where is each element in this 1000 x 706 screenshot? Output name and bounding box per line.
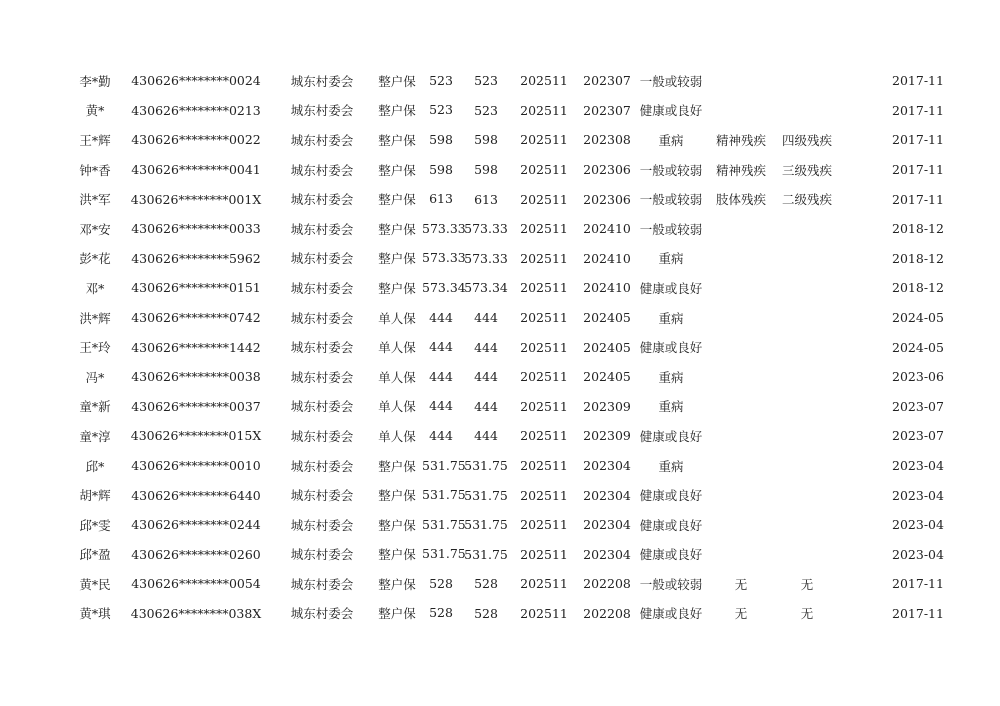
approval-date-cell: 2023-07 bbox=[892, 398, 944, 414]
spacer-cell bbox=[836, 332, 886, 362]
spacer-cell bbox=[836, 184, 886, 214]
id-number-cell: 430626********0037 bbox=[131, 398, 261, 414]
approval-date-cell: 2023-06 bbox=[892, 369, 944, 385]
issue-month-cell: 202511 bbox=[520, 132, 568, 148]
amount-cell: 531.75 bbox=[464, 458, 508, 474]
health-status-cell: 重病 bbox=[658, 369, 684, 385]
assistance-type-cell: 单人保 bbox=[378, 340, 416, 356]
id-number-cell: 430626********001X bbox=[130, 191, 262, 207]
start-month-cell: 202307 bbox=[583, 73, 631, 89]
id-number-cell: 430626********0244 bbox=[131, 517, 261, 533]
disability-level-cell bbox=[778, 244, 836, 274]
disability-type-cell bbox=[704, 480, 778, 510]
standard-cell: 598 bbox=[429, 161, 453, 177]
spacer-cell bbox=[836, 303, 886, 333]
start-month-cell: 202304 bbox=[583, 517, 631, 533]
disability-level-cell: 无 bbox=[800, 576, 814, 592]
standard-cell: 573.33 bbox=[422, 250, 466, 266]
issue-month-cell: 202511 bbox=[520, 546, 568, 562]
amount-cell: 573.33 bbox=[464, 221, 508, 237]
start-month-cell: 202304 bbox=[583, 487, 631, 503]
roster-body bbox=[70, 66, 950, 628]
assistance-type-cell: 整户保 bbox=[378, 458, 416, 474]
standard-cell: 531.75 bbox=[422, 546, 466, 562]
health-status-cell: 健康或良好 bbox=[639, 340, 703, 356]
start-month-cell: 202304 bbox=[583, 546, 631, 562]
table-row bbox=[70, 510, 950, 540]
approval-date-cell: 2017-11 bbox=[892, 605, 944, 621]
spacer-cell bbox=[836, 599, 886, 629]
organization-cell: 城东村委会 bbox=[290, 340, 354, 356]
issue-month-cell: 202511 bbox=[520, 458, 568, 474]
approval-date-cell: 2017-11 bbox=[892, 162, 944, 178]
standard-cell: 531.75 bbox=[422, 457, 466, 473]
disability-type-cell bbox=[704, 332, 778, 362]
health-status-cell: 一般或较弱 bbox=[639, 221, 703, 237]
disability-level-cell bbox=[778, 480, 836, 510]
disability-type-cell bbox=[704, 303, 778, 333]
health-status-cell: 健康或良好 bbox=[639, 103, 703, 119]
id-number-cell: 430626********6440 bbox=[131, 487, 261, 503]
approval-date-cell: 2023-04 bbox=[892, 487, 944, 503]
name-cell: 彭*花 bbox=[79, 251, 111, 267]
spacer-cell bbox=[836, 510, 886, 540]
organization-cell: 城东村委会 bbox=[290, 547, 354, 563]
organization-cell: 城东村委会 bbox=[290, 132, 354, 148]
assistance-type-cell: 单人保 bbox=[378, 369, 416, 385]
assistance-type-cell: 整户保 bbox=[378, 488, 416, 504]
id-number-cell: 430626********0041 bbox=[131, 162, 261, 178]
amount-cell: 598 bbox=[474, 162, 498, 178]
standard-cell: 444 bbox=[429, 339, 453, 355]
disability-type-cell: 精神残疾 bbox=[715, 132, 766, 148]
approval-date-cell: 2018-12 bbox=[892, 250, 944, 266]
start-month-cell: 202306 bbox=[583, 191, 631, 207]
table-row bbox=[70, 184, 950, 214]
organization-cell: 城东村委会 bbox=[290, 310, 354, 326]
issue-month-cell: 202511 bbox=[520, 398, 568, 414]
standard-cell: 573.33 bbox=[422, 220, 466, 236]
organization-cell: 城东村委会 bbox=[290, 162, 354, 178]
name-cell: 邓*安 bbox=[79, 221, 111, 237]
disability-type-cell bbox=[704, 66, 778, 96]
id-number-cell: 430626********0260 bbox=[131, 546, 261, 562]
assistance-type-cell: 单人保 bbox=[378, 310, 416, 326]
id-number-cell: 430626********0151 bbox=[131, 280, 261, 296]
health-status-cell: 健康或良好 bbox=[639, 428, 703, 444]
approval-date-cell: 2018-12 bbox=[892, 280, 944, 296]
issue-month-cell: 202511 bbox=[520, 191, 568, 207]
amount-cell: 444 bbox=[474, 310, 498, 326]
id-number-cell: 430626********5962 bbox=[131, 250, 261, 266]
start-month-cell: 202410 bbox=[583, 280, 631, 296]
issue-month-cell: 202511 bbox=[520, 221, 568, 237]
standard-cell: 444 bbox=[429, 398, 453, 414]
disability-level-cell bbox=[778, 214, 836, 244]
spacer-cell bbox=[836, 480, 886, 510]
amount-cell: 444 bbox=[474, 369, 498, 385]
assistance-type-cell: 整户保 bbox=[378, 103, 416, 119]
table-row bbox=[70, 125, 950, 155]
disability-level-cell bbox=[778, 332, 836, 362]
spacer-cell bbox=[836, 392, 886, 422]
approval-date-cell: 2023-07 bbox=[892, 428, 944, 444]
organization-cell: 城东村委会 bbox=[290, 103, 354, 119]
table-row bbox=[70, 362, 950, 392]
disability-type-cell bbox=[704, 451, 778, 481]
id-number-cell: 430626********015X bbox=[130, 428, 262, 444]
name-cell: 黄*民 bbox=[79, 576, 111, 592]
approval-date-cell: 2024-05 bbox=[892, 310, 944, 326]
name-cell: 王*玲 bbox=[79, 340, 111, 356]
organization-cell: 城东村委会 bbox=[290, 606, 354, 622]
health-status-cell: 健康或良好 bbox=[639, 517, 703, 533]
amount-cell: 598 bbox=[474, 132, 498, 148]
amount-cell: 528 bbox=[474, 576, 498, 592]
table-row bbox=[70, 421, 950, 451]
assistance-type-cell: 整户保 bbox=[378, 221, 416, 237]
name-cell: 邱*雯 bbox=[79, 517, 111, 533]
standard-cell: 531.75 bbox=[422, 487, 466, 503]
start-month-cell: 202306 bbox=[583, 162, 631, 178]
spacer-cell bbox=[836, 421, 886, 451]
disability-type-cell bbox=[704, 244, 778, 274]
disability-level-cell: 二级残疾 bbox=[781, 192, 832, 208]
table-row bbox=[70, 244, 950, 274]
amount-cell: 531.75 bbox=[464, 546, 508, 562]
name-cell: 李*勤 bbox=[79, 73, 111, 89]
amount-cell: 613 bbox=[474, 191, 498, 207]
name-cell: 洪*军 bbox=[79, 192, 111, 208]
table-row bbox=[70, 96, 950, 126]
table-row bbox=[70, 155, 950, 185]
disability-level-cell bbox=[778, 66, 836, 96]
spacer-cell bbox=[836, 244, 886, 274]
disability-level-cell bbox=[778, 392, 836, 422]
table-row bbox=[70, 540, 950, 570]
name-cell: 黄* bbox=[85, 103, 105, 119]
table-row bbox=[70, 66, 950, 96]
amount-cell: 531.75 bbox=[464, 487, 508, 503]
disability-level-cell bbox=[778, 273, 836, 303]
standard-cell: 444 bbox=[429, 368, 453, 384]
spacer-cell bbox=[836, 451, 886, 481]
health-status-cell: 健康或良好 bbox=[639, 280, 703, 296]
disability-type-cell bbox=[704, 362, 778, 392]
start-month-cell: 202309 bbox=[583, 398, 631, 414]
name-cell: 黄*琪 bbox=[79, 606, 111, 622]
spacer-cell bbox=[836, 569, 886, 599]
spacer-cell bbox=[836, 125, 886, 155]
organization-cell: 城东村委会 bbox=[290, 576, 354, 592]
organization-cell: 城东村委会 bbox=[290, 73, 354, 89]
organization-cell: 城东村委会 bbox=[290, 369, 354, 385]
health-status-cell: 重病 bbox=[658, 132, 684, 148]
table-row bbox=[70, 273, 950, 303]
start-month-cell: 202208 bbox=[583, 576, 631, 592]
roster-table bbox=[70, 66, 950, 628]
health-status-cell: 重病 bbox=[658, 310, 684, 326]
table-row bbox=[70, 214, 950, 244]
approval-date-cell: 2023-04 bbox=[892, 458, 944, 474]
start-month-cell: 202405 bbox=[583, 339, 631, 355]
approval-date-cell: 2017-11 bbox=[892, 102, 944, 118]
disability-level-cell bbox=[778, 362, 836, 392]
spacer-cell bbox=[836, 362, 886, 392]
id-number-cell: 430626********0742 bbox=[131, 310, 261, 326]
amount-cell: 531.75 bbox=[464, 517, 508, 533]
disability-type-cell: 精神残疾 bbox=[715, 162, 766, 178]
assistance-type-cell: 整户保 bbox=[378, 132, 416, 148]
health-status-cell: 一般或较弱 bbox=[639, 192, 703, 208]
start-month-cell: 202308 bbox=[583, 132, 631, 148]
amount-cell: 444 bbox=[474, 428, 498, 444]
id-number-cell: 430626********0010 bbox=[131, 458, 261, 474]
assistance-type-cell: 整户保 bbox=[378, 251, 416, 267]
name-cell: 王*辉 bbox=[79, 132, 111, 148]
health-status-cell: 健康或良好 bbox=[639, 488, 703, 504]
disability-type-cell: 无 bbox=[734, 576, 748, 592]
start-month-cell: 202410 bbox=[583, 250, 631, 266]
spacer-cell bbox=[836, 96, 886, 126]
start-month-cell: 202304 bbox=[583, 458, 631, 474]
health-status-cell: 重病 bbox=[658, 458, 684, 474]
issue-month-cell: 202511 bbox=[520, 73, 568, 89]
disability-type-cell bbox=[704, 510, 778, 540]
assistance-type-cell: 整户保 bbox=[378, 192, 416, 208]
approval-date-cell: 2017-11 bbox=[892, 191, 944, 207]
health-status-cell: 重病 bbox=[658, 399, 684, 415]
approval-date-cell: 2023-04 bbox=[892, 517, 944, 533]
disability-level-cell: 无 bbox=[800, 606, 814, 622]
spacer-cell bbox=[836, 66, 886, 96]
disability-level-cell bbox=[778, 510, 836, 540]
spacer-cell bbox=[836, 155, 886, 185]
health-status-cell: 一般或较弱 bbox=[639, 576, 703, 592]
standard-cell: 598 bbox=[429, 131, 453, 147]
issue-month-cell: 202511 bbox=[520, 310, 568, 326]
amount-cell: 573.33 bbox=[464, 250, 508, 266]
assistance-type-cell: 整户保 bbox=[378, 280, 416, 296]
table-row bbox=[70, 599, 950, 629]
name-cell: 钟*香 bbox=[79, 162, 111, 178]
id-number-cell: 430626********0022 bbox=[131, 132, 261, 148]
standard-cell: 528 bbox=[429, 605, 453, 621]
approval-date-cell: 2018-12 bbox=[892, 221, 944, 237]
start-month-cell: 202405 bbox=[583, 369, 631, 385]
table-row bbox=[70, 392, 950, 422]
id-number-cell: 430626********0024 bbox=[131, 73, 261, 89]
approval-date-cell: 2023-04 bbox=[892, 546, 944, 562]
approval-date-cell: 2024-05 bbox=[892, 339, 944, 355]
organization-cell: 城东村委会 bbox=[290, 428, 354, 444]
organization-cell: 城东村委会 bbox=[290, 221, 354, 237]
issue-month-cell: 202511 bbox=[520, 280, 568, 296]
start-month-cell: 202309 bbox=[583, 428, 631, 444]
name-cell: 邱* bbox=[85, 458, 105, 474]
assistance-type-cell: 整户保 bbox=[378, 606, 416, 622]
standard-cell: 523 bbox=[429, 72, 453, 88]
id-number-cell: 430626********038X bbox=[130, 605, 262, 621]
disability-level-cell bbox=[778, 96, 836, 126]
start-month-cell: 202410 bbox=[583, 221, 631, 237]
assistance-type-cell: 整户保 bbox=[378, 576, 416, 592]
organization-cell: 城东村委会 bbox=[290, 399, 354, 415]
issue-month-cell: 202511 bbox=[520, 250, 568, 266]
name-cell: 邓* bbox=[85, 280, 105, 296]
standard-cell: 531.75 bbox=[422, 516, 466, 532]
disability-type-cell bbox=[704, 273, 778, 303]
assistance-type-cell: 单人保 bbox=[378, 399, 416, 415]
issue-month-cell: 202511 bbox=[520, 102, 568, 118]
table-row bbox=[70, 480, 950, 510]
disability-type-cell: 无 bbox=[734, 606, 748, 622]
amount-cell: 444 bbox=[474, 398, 498, 414]
standard-cell: 573.34 bbox=[422, 279, 466, 295]
name-cell: 胡*辉 bbox=[79, 488, 111, 504]
disability-type-cell bbox=[704, 421, 778, 451]
spacer-cell bbox=[836, 540, 886, 570]
table-row bbox=[70, 569, 950, 599]
amount-cell: 528 bbox=[474, 605, 498, 621]
approval-date-cell: 2017-11 bbox=[892, 576, 944, 592]
name-cell: 洪*辉 bbox=[79, 310, 111, 326]
name-cell: 童*新 bbox=[79, 399, 111, 415]
amount-cell: 444 bbox=[474, 339, 498, 355]
name-cell: 冯* bbox=[85, 369, 105, 385]
start-month-cell: 202208 bbox=[583, 605, 631, 621]
disability-type-cell: 肢体残疾 bbox=[715, 192, 766, 208]
organization-cell: 城东村委会 bbox=[290, 517, 354, 533]
approval-date-cell: 2017-11 bbox=[892, 73, 944, 89]
disability-level-cell: 四级残疾 bbox=[781, 132, 832, 148]
disability-level-cell bbox=[778, 421, 836, 451]
organization-cell: 城东村委会 bbox=[290, 488, 354, 504]
issue-month-cell: 202511 bbox=[520, 428, 568, 444]
start-month-cell: 202307 bbox=[583, 102, 631, 118]
assistance-type-cell: 整户保 bbox=[378, 162, 416, 178]
standard-cell: 528 bbox=[429, 575, 453, 591]
name-cell: 童*淳 bbox=[79, 428, 111, 444]
table-row bbox=[70, 451, 950, 481]
spacer-cell bbox=[836, 214, 886, 244]
approval-date-cell: 2017-11 bbox=[892, 132, 944, 148]
issue-month-cell: 202511 bbox=[520, 605, 568, 621]
assistance-type-cell: 单人保 bbox=[378, 428, 416, 444]
amount-cell: 523 bbox=[474, 102, 498, 118]
issue-month-cell: 202511 bbox=[520, 339, 568, 355]
standard-cell: 444 bbox=[429, 309, 453, 325]
assistance-type-cell: 整户保 bbox=[378, 547, 416, 563]
standard-cell: 444 bbox=[429, 427, 453, 443]
assistance-type-cell: 整户保 bbox=[378, 73, 416, 89]
organization-cell: 城东村委会 bbox=[290, 280, 354, 296]
table-row bbox=[70, 332, 950, 362]
health-status-cell: 一般或较弱 bbox=[639, 162, 703, 178]
disability-level-cell bbox=[778, 451, 836, 481]
id-number-cell: 430626********1442 bbox=[131, 339, 261, 355]
organization-cell: 城东村委会 bbox=[290, 458, 354, 474]
health-status-cell: 健康或良好 bbox=[639, 606, 703, 622]
organization-cell: 城东村委会 bbox=[290, 251, 354, 267]
assistance-type-cell: 整户保 bbox=[378, 517, 416, 533]
issue-month-cell: 202511 bbox=[520, 369, 568, 385]
issue-month-cell: 202511 bbox=[520, 487, 568, 503]
health-status-cell: 健康或良好 bbox=[639, 547, 703, 563]
issue-month-cell: 202511 bbox=[520, 517, 568, 533]
disability-level-cell: 三级残疾 bbox=[781, 162, 832, 178]
id-number-cell: 430626********0038 bbox=[131, 369, 261, 385]
issue-month-cell: 202511 bbox=[520, 162, 568, 178]
disability-type-cell bbox=[704, 540, 778, 570]
id-number-cell: 430626********0213 bbox=[131, 102, 261, 118]
organization-cell: 城东村委会 bbox=[290, 192, 354, 208]
id-number-cell: 430626********0033 bbox=[131, 221, 261, 237]
amount-cell: 573.34 bbox=[464, 280, 508, 296]
table-row bbox=[70, 303, 950, 333]
amount-cell: 523 bbox=[474, 73, 498, 89]
disability-type-cell bbox=[704, 392, 778, 422]
standard-cell: 523 bbox=[429, 102, 453, 118]
disability-type-cell bbox=[704, 214, 778, 244]
start-month-cell: 202405 bbox=[583, 310, 631, 326]
spacer-cell bbox=[836, 273, 886, 303]
id-number-cell: 430626********0054 bbox=[131, 576, 261, 592]
issue-month-cell: 202511 bbox=[520, 576, 568, 592]
standard-cell: 613 bbox=[429, 191, 453, 207]
disability-type-cell bbox=[704, 96, 778, 126]
health-status-cell: 重病 bbox=[658, 251, 684, 267]
disability-level-cell bbox=[778, 303, 836, 333]
disability-level-cell bbox=[778, 540, 836, 570]
health-status-cell: 一般或较弱 bbox=[639, 73, 703, 89]
name-cell: 邱*盈 bbox=[79, 547, 111, 563]
